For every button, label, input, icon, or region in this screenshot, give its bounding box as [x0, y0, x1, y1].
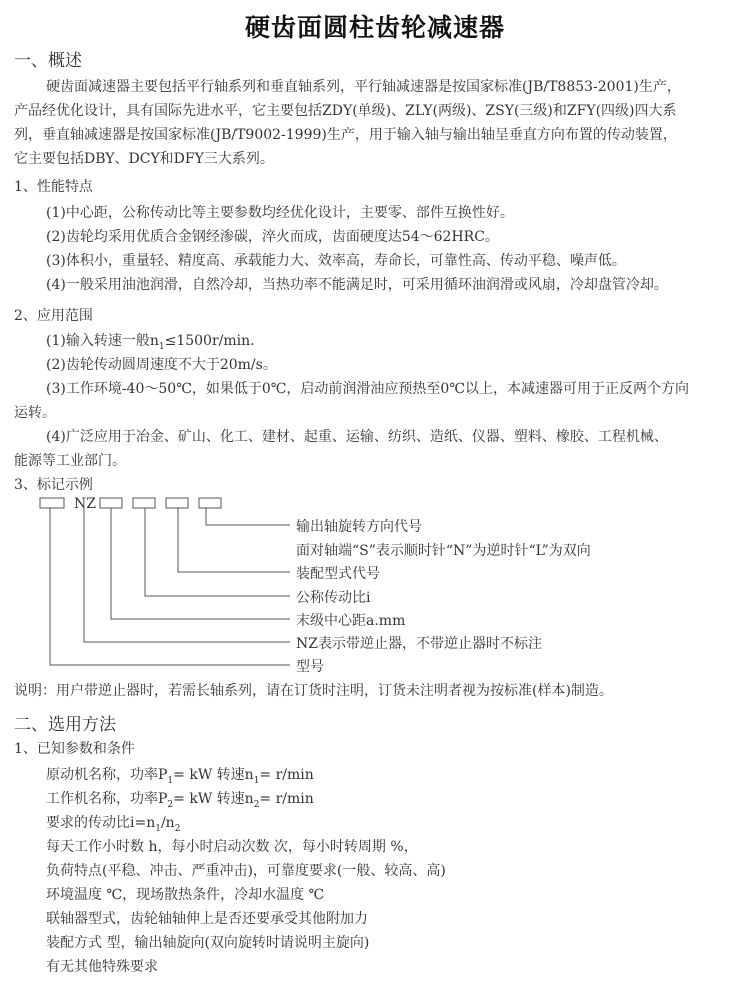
nz-code: NZ — [74, 496, 96, 512]
box-rotation — [199, 498, 221, 508]
label-assembly: 装配型式代号 — [296, 566, 380, 582]
application-item-2: (2)齿轮传动圆周速度不大于20m/s。 — [46, 357, 277, 373]
param-environment: 环境温度 ℃，现场散热条件，冷却水温度 ℃ — [46, 887, 325, 903]
feature-item-3: (3)体积小，重量轻、精度高、承载能力大、效率高，寿命长，可靠性高、传动平稳、噪声低。 — [46, 253, 626, 269]
application-item-3-cont: 运转。 — [14, 405, 56, 421]
label-model: 型号 — [296, 659, 324, 675]
label-rotation: 输出轴旋转方向代号 — [296, 519, 422, 535]
param-hours: 每天工作小时数 h，每小时启动次数 次，每小时转周期 %， — [46, 839, 418, 855]
feature-item-2: (2)齿轮均采用优质合金钢经渗碳，淬火而成，齿面硬度达54～62HRC。 — [46, 229, 499, 245]
subheading-marking: 3、标记示例 — [14, 477, 93, 493]
feature-item-4: (4)一般采用油池润滑，自然冷却，当热功率不能满足时，可采用循环油润滑或风扇，冷却盘管冷却。 — [46, 277, 668, 293]
application-item-4: (4)广泛应用于冶金、矿山、化工、建材、起重、运输、纺织、造纸、仪器、塑料、橡胶、工程机械、 — [46, 429, 668, 445]
box-center-distance — [100, 498, 122, 508]
param-motor: 原动机名称，功率$P_1=$ kW 转速$n_1= r/\min$ — [46, 767, 314, 786]
param-load: 负荷特点(平稳、冲击、严重冲击)，可靠度要求(一般、较高、高) — [46, 863, 446, 879]
application-item-4-cont: 能源等工业部门。 — [14, 453, 126, 469]
param-assembly: 装配方式 型，输出轴旋向(双向旋转时请说明主旋向) — [46, 935, 370, 951]
leader-ratio — [145, 508, 290, 596]
box-ratio — [133, 498, 155, 508]
feature-item-1: (1)中心距，公称传动比等主要参数均经优化设计，主要零、部件互换性好。 — [46, 205, 514, 221]
intro-line-1: 硬齿面减速器主要包括平行轴系列和垂直轴系列，平行轴减速器是按国家标准(JB/T8853-2001)生产， — [46, 79, 681, 95]
leader-nz — [84, 508, 290, 642]
application-item-3: (3)工作环境-40～50℃，如果低于0℃，启动前润滑油应预热至0℃以上，本减速器可用于正反两个方向 — [46, 381, 689, 397]
leader-assembly — [178, 508, 290, 572]
box-assembly — [166, 498, 188, 508]
intro-line-3: 列，垂直轴减速器是按国家标准(JB/T9002-1999)生产，用于输入轴与输出轴呈垂直方向布置的传动装置， — [14, 127, 677, 143]
param-work-machine: 工作机名称，功率$P_2=$ kW 转速$n_2= r/\min$ — [46, 791, 314, 810]
marking-note: 说明：用户带逆止器时，若需长轴系列，请在订货时注明，订货未注明者视为按标准(样本)制造。 — [14, 683, 613, 699]
application-item-1: (1)输入转速一般$n_1\le 1500r/\min$. — [46, 333, 255, 352]
label-nz: NZ表示带逆止器，不带逆止器时不标注 — [296, 636, 542, 652]
param-ratio: 要求的传动比$i=n_1/n_2$ — [46, 815, 181, 834]
param-special: 有无其他特殊要求 — [46, 959, 158, 975]
label-rotation-desc: 面对轴端“S”表示顺时针“N”为逆时针“L”为双向 — [296, 543, 591, 559]
subheading-features: 1、性能特点 — [14, 179, 93, 195]
box-model — [40, 498, 64, 508]
section-heading-selection: 二、选用方法 — [14, 715, 116, 735]
intro-line-2: 产品经优化设计，具有国际先进水平，它主要包括ZDY(单级)、ZLY(两级)、ZSY(三级)和ZFY(四级)四大系 — [14, 103, 677, 119]
label-ratio: 公称传动比i — [296, 590, 371, 606]
leader-rotation — [206, 508, 290, 525]
intro-line-4: 它主要包括DBY、DCY和DFY三大系列。 — [14, 151, 274, 167]
section-heading-overview: 一、概述 — [14, 51, 82, 71]
subheading-known-params: 1、已知参数和条件 — [14, 741, 135, 757]
label-center-distance: 末级中心距a.mm — [296, 613, 406, 629]
page-title: 硬齿面圆柱齿轮减速器 — [244, 13, 505, 42]
param-coupling: 联轴器型式，齿轮轴轴伸上是否还要承受其他附加力 — [46, 911, 368, 927]
subheading-applications: 2、应用范围 — [14, 308, 93, 324]
leader-model — [50, 508, 290, 665]
